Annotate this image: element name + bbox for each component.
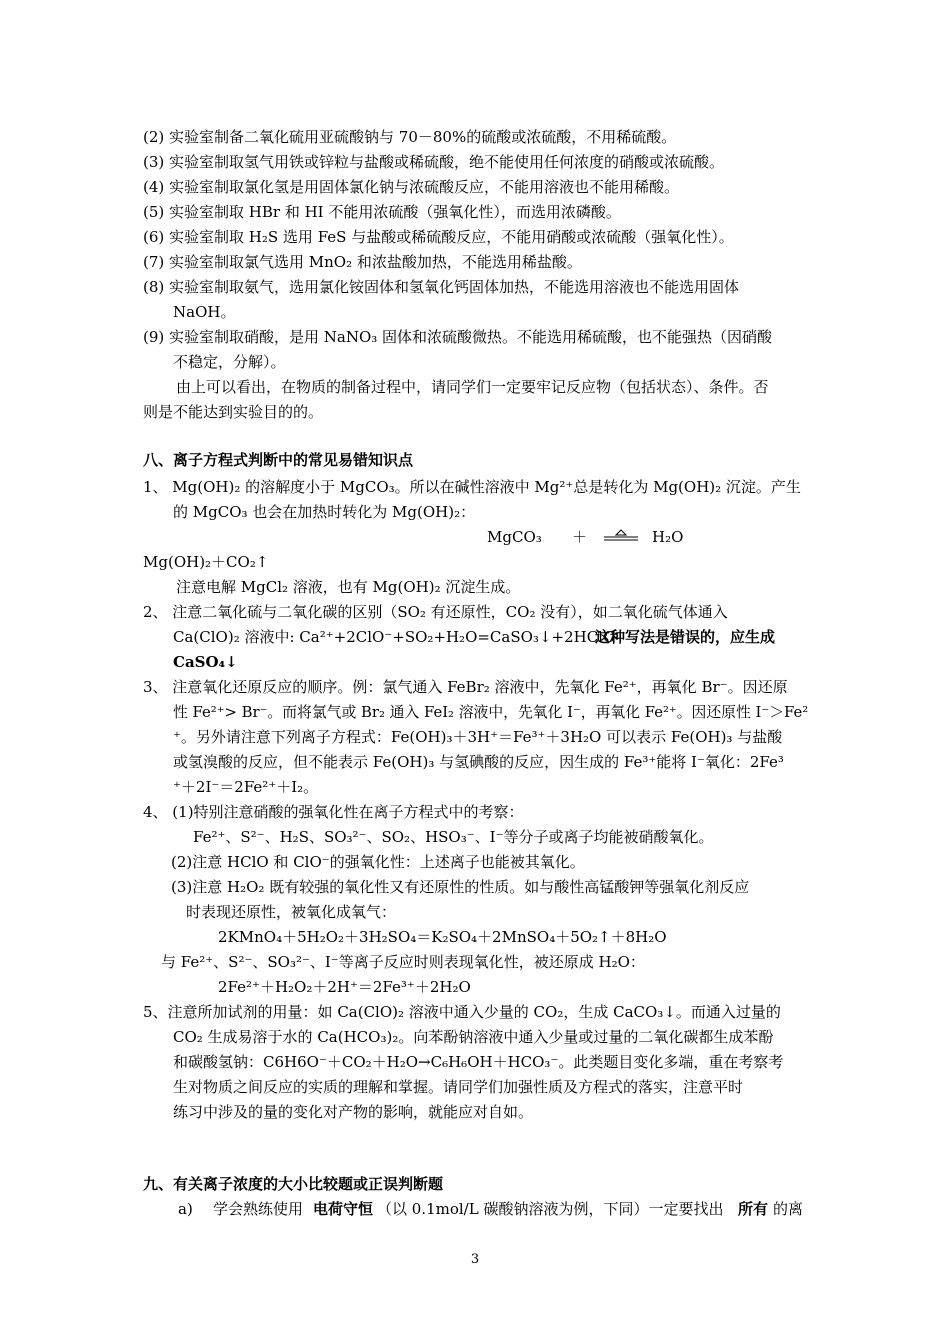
text-line: （以 0.1mol/L 碳酸钠溶液为例，下同）一定要找出 <box>377 1200 724 1218</box>
section-heading: 八、离子方程式判断中的常见易错知识点 <box>143 451 414 469</box>
text-line: 2、 注意二氧化硫与二氧化碳的区别（SO₂ 有还原性，CO₂ 没有），如二氧化硫气体通入 <box>143 603 728 621</box>
text-line: 或氢溴酸的反应，但不能表示 Fe(OH)₃ 与氢碘酸的反应，因生成的 Fe³⁺能将 I⁻氧化：2Fe³ <box>173 753 784 771</box>
text-line: 5、注意所加试剂的用量：如 Ca(ClO)₂ 溶液中通入少量的 CO₂，生成 CaCO₃↓。而通入过量的 <box>143 1003 781 1021</box>
text-line: 的离 <box>773 1200 804 1218</box>
equation-line: 2KMnO₄＋5H₂O₂＋3H₂SO₄＝K₂SO₄＋2MnSO₄＋5O₂↑＋8H₂O <box>218 928 667 946</box>
text-line: Ca(ClO)₂ 溶液中: Ca²⁺+2ClO⁻+SO₂+H₂O=CaSO₃↓+2HClO <box>173 628 616 646</box>
text-line: 则是不能达到实验目的的。 <box>143 403 324 421</box>
emphasis-text: CaSO₄↓ <box>173 653 238 671</box>
text-line: Fe²⁺、S²⁻、H₂S、SO₃²⁻、SO₂、HSO₃⁻、I⁻等分子或离子均能被硝酸氧化。 <box>193 828 714 846</box>
section-heading: 九、有关离子浓度的大小比较题或正误判断题 <box>143 1175 444 1193</box>
text-line: (6) 实验室制取 H₂S 选用 FeS 与盐酸或稀硫酸反应，不能用硝酸或浓硫酸（强氧化性）。 <box>143 228 734 246</box>
text-line: (3) 实验室制取氢气用铁或锌粒与盐酸或稀硫酸，绝不能使用任何浓度的硝酸或浓硫酸。 <box>143 153 725 171</box>
text-line: 与 Fe²⁺、S²⁻、SO₃²⁻、I⁻等离子反应时则表现氧化性，被还原成 H₂O： <box>161 953 645 971</box>
text-line: (3)注意 H₂O₂ 既有较强的氧化性又有还原性的性质。如与酸性高锰酸钾等强氧化剂反应 <box>171 878 750 896</box>
text-line: NaOH。 <box>173 303 236 321</box>
list-marker: a) <box>178 1200 193 1218</box>
text-line: ⁺＋2I⁻＝2Fe²⁺＋I₂。 <box>173 778 319 796</box>
text-line: (5) 实验室制取 HBr 和 HI 不能用浓硫酸（强氧化性），而选用浓磷酸。 <box>143 203 621 221</box>
equation-reactant: H₂O <box>652 528 684 546</box>
text-line: 和碳酸氢钠：C6H6O⁻＋CO₂＋H₂O→C₆H₆OH＋HCO₃⁻。此类题目变化多端，重在考察考 <box>173 1053 784 1071</box>
text-line: (2)注意 HClO 和 ClO⁻的强氧化性：上述离子也能被其氧化。 <box>171 853 585 871</box>
emphasis-text: 电荷守恒 <box>313 1200 374 1218</box>
text-line: CO₂ 生成易溶于水的 Ca(HCO₃)₂。向苯酚钠溶液中通入少量或过量的二氧化碳都生成苯酚 <box>173 1028 774 1046</box>
text-line: ⁺。另外请注意下列离子方程式：Fe(OH)₃＋3H⁺＝Fe³⁺＋3H₂O 可以表示 Fe(OH)₃ 与盐酸 <box>173 728 783 746</box>
text-line: 注意电解 MgCl₂ 溶液，也有 Mg(OH)₂ 沉淀生成。 <box>176 578 521 596</box>
heating-equals-sign-icon <box>604 528 638 544</box>
text-line: 4、 (1)特别注意硝酸的强氧化性在离子方程式中的考察： <box>143 803 524 821</box>
page-number: 3 <box>470 1252 480 1267</box>
text-line: 的 MgCO₃ 也会在加热时转化为 Mg(OH)₂： <box>173 503 476 521</box>
text-line: 由上可以看出，在物质的制备过程中，请同学们一定要牢记反应物（包括状态）、条件。否 <box>176 378 769 396</box>
equation-line: 2Fe²⁺＋H₂O₂＋2H⁺＝2Fe³⁺＋2H₂O <box>218 978 471 996</box>
text-line: 时表现还原性，被氧化成氧气： <box>186 903 397 921</box>
equation-product: Mg(OH)₂＋CO₂↑ <box>143 553 269 571</box>
emphasis-text: 所有 <box>738 1200 769 1218</box>
text-line: 不稳定，分解）。 <box>173 353 286 371</box>
text-line: (2) 实验室制备二氧化硫用亚硫酸钠与 70－80%的硫酸或浓硫酸，不用稀硫酸。 <box>143 128 677 146</box>
text-line: 学会熟练使用 <box>213 1200 304 1218</box>
text-line: (7) 实验室制取氯气选用 MnO₂ 和浓盐酸加热，不能选用稀盐酸。 <box>143 253 582 271</box>
equation-plus: ＋ <box>572 528 588 546</box>
text-line: (9) 实验室制取硝酸，是用 NaNO₃ 固体和浓硫酸微热。不能选用稀硫酸，也不能强热（因硝酸 <box>143 328 773 346</box>
text-line: (8) 实验室制取氨气，选用氯化铵固体和氢氧化钙固体加热，不能选用溶液也不能选用固体 <box>143 278 740 296</box>
text-line: 3、 注意氧化还原反应的顺序。例：氯气通入 FeBr₂ 溶液中，先氧化 Fe²⁺，再氧化 Br⁻。因还原 <box>143 678 788 696</box>
text-line: 1、 Mg(OH)₂ 的溶解度小于 MgCO₃。所以在碱性溶液中 Mg²⁺总是转化为 Mg(OH)₂ 沉淀。产生 <box>143 478 801 496</box>
text-line: 生对物质之间反应的实质的理解和掌握。请同学们加强性质及方程式的落实，注意平时 <box>173 1078 744 1096</box>
text-line: 性 Fe²⁺> Br⁻。而将氯气或 Br₂ 通入 FeI₂ 溶液中，先氧化 I⁻，再氧化 Fe²⁺。因还原性 I⁻＞Fe² <box>173 703 809 721</box>
emphasis-text: 这种写法是错误的，应生成 <box>595 628 776 646</box>
text-line: (4) 实验室制取氯化氢是用固体氯化钠与浓硫酸反应，不能用溶液也不能用稀酸。 <box>143 178 680 196</box>
text-line: 练习中涉及的量的变化对产物的影响，就能应对自如。 <box>173 1103 534 1121</box>
equation-reactant: MgCO₃ <box>487 528 542 546</box>
